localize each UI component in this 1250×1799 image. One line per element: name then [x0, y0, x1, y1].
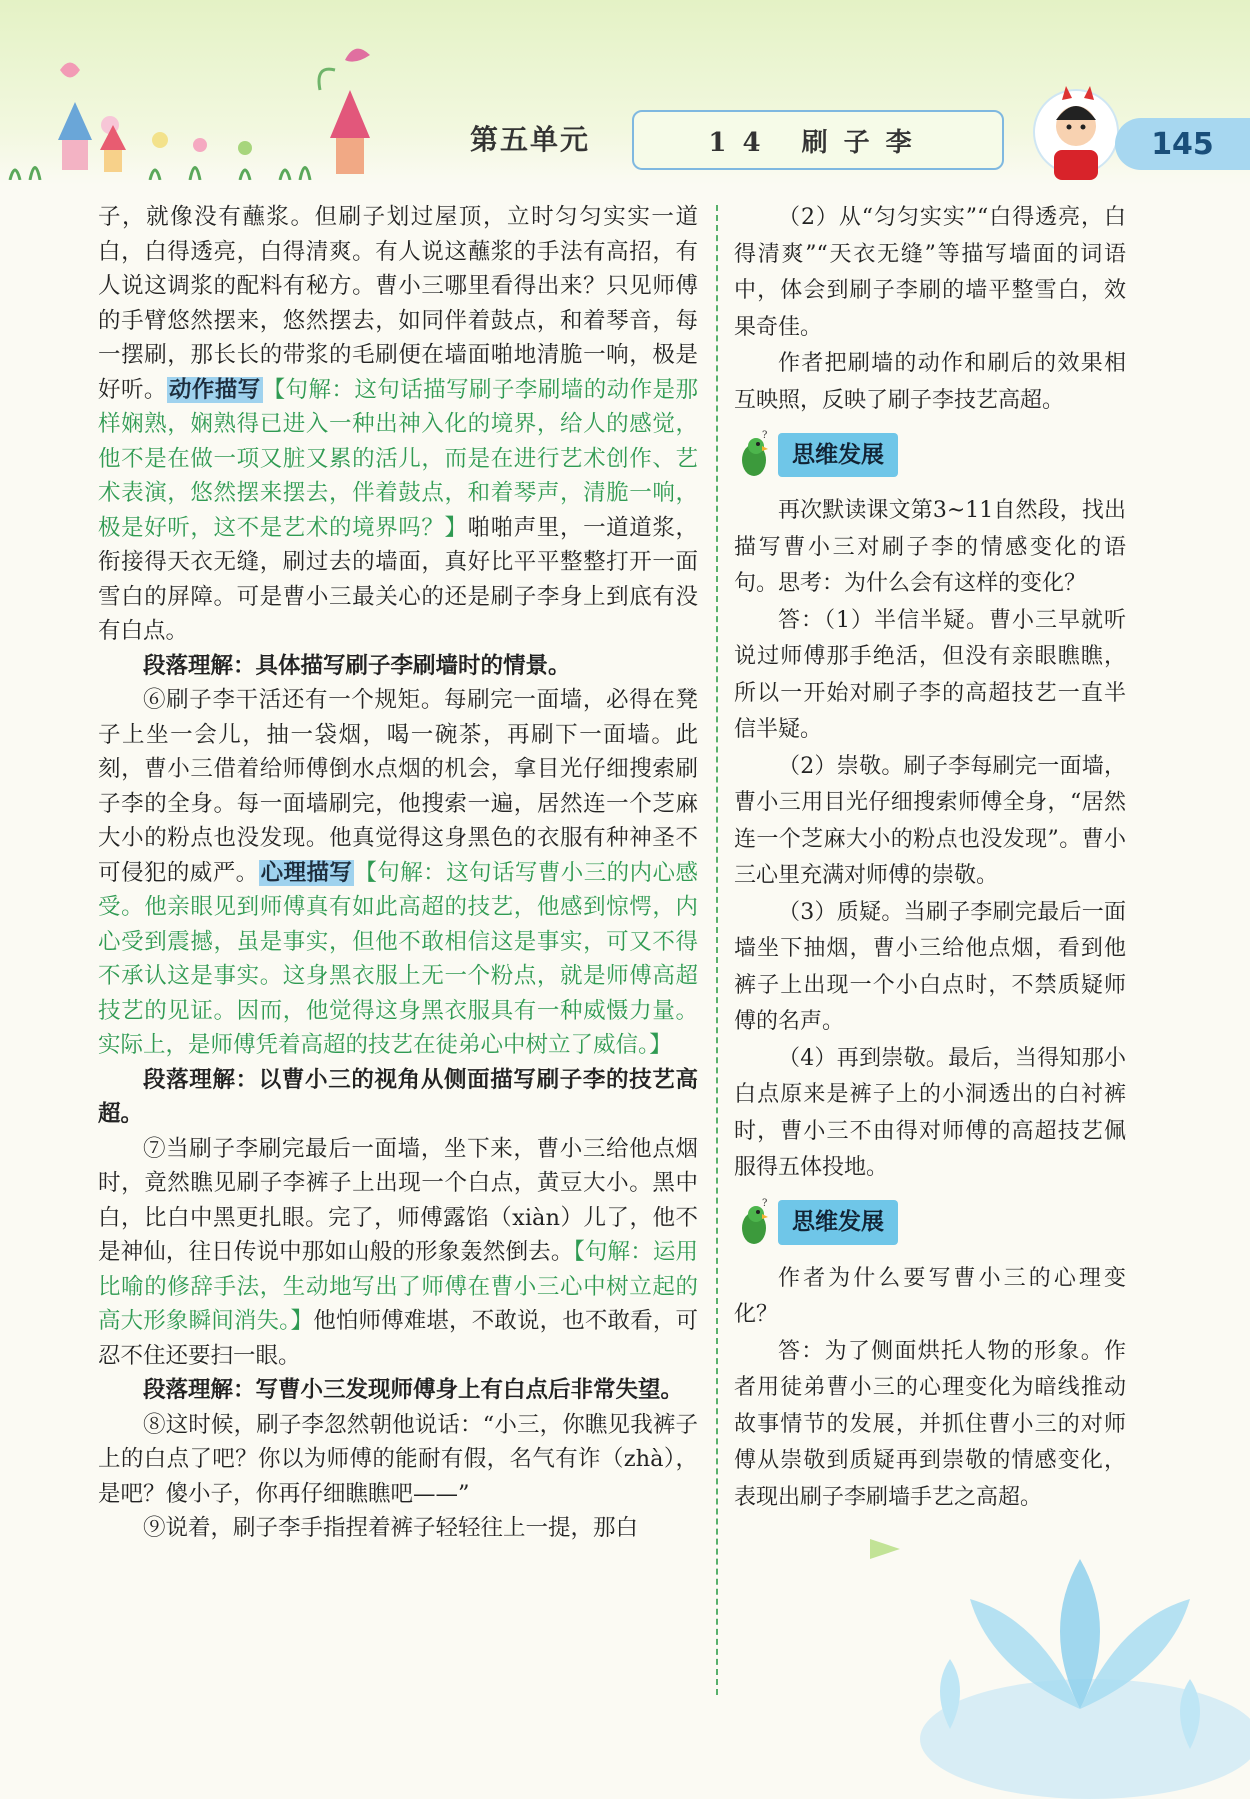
analysis-column — [734, 200, 1126, 1516]
answer-text: 答：为了侧面烘托人物的形象。作者用徒弟曹小三的心理变化为暗线推动故事情节的发展，并抓住曹小三的对师傅从崇敬到质疑再到崇敬的情感变化，表现出刷子李刷墙手艺之高超。 — [734, 1338, 1126, 1510]
garden-decoration — [0, 30, 420, 180]
sentence-note: 【句解：这句话描写刷子李刷墙的动作是那样娴熟，娴熟得已进入一种出神入化的境界，给人的感觉，他不是在做一项又脏又累的活儿，而是在进行艺术创作、艺术表演，悠然摆来摆去，伴着鼓点，和着琴声，清脆一响，极是好听，这不是艺术的境界吗？】 — [98, 376, 698, 541]
paragraph-text: 啪啪声里，一道道浆，衔接得天衣无缝，刷过去的墙面，真好比平平整整打开一面雪白的屏障。可是曹小三最关心的还是刷子李身上到底有没有白点。 — [98, 514, 698, 644]
text-paragraph: ⑨说着，刷子李手指捏着裤子轻轻往上一提，那白 — [143, 1515, 639, 1541]
paragraph-text: 他怕师傅难堪，不敢说，也不敢看，可忍不住还要扫一眼。 — [98, 1308, 698, 1369]
page-number: 145 — [1115, 118, 1250, 170]
cartoon-kid-icon — [1028, 80, 1124, 185]
answer-text: 答：（1）半信半疑。曹小三早就听说过师傅那手绝活，但没有亲眼瞧瞧，所以一开始对刷子李的高超技艺一直半信半疑。 — [734, 607, 1126, 742]
annotation-tag: 动作描写 — [168, 376, 261, 403]
answer-text: （3）质疑。当刷子李刷完最后一面墙坐下抽烟，曹小三给他点烟，看到他裤子上出现一个小白点时，不禁质疑师傅的名声。 — [734, 899, 1126, 1034]
parrot-icon — [734, 1198, 774, 1248]
lesson-title-banner: 14 刷子李 — [632, 110, 1004, 170]
analysis-paragraph: 作者把刷墙的动作和刷后的效果相互映照，反映了刷子李技艺高超。 — [734, 351, 1126, 413]
analysis-paragraph: （2）从“匀匀实实”“白得透亮，白得清爽”“天衣无缝”等描写墙面的词语中，体会到刷子李刷的墙平整雪白，效果奇佳。 — [734, 205, 1126, 340]
section-badge — [734, 429, 1126, 481]
unit-label: 第五单元 — [470, 123, 591, 156]
paragraph-text: ⑥刷子李干活还有一个规矩。每刷完一面墙，必得在凳子上坐一会儿，抽一袋烟，喝一碗茶，再刷下一面墙。此刻，曹小三借着给师傅倒水点烟的机会，拿目光仔细搜索刷子李的全身。每一面墙刷完，他搜索一遍，居然连一个芝麻大小的粉点也没发现。他真觉得这身黑色的衣服有种神圣不可侵犯的威严。 — [98, 687, 698, 886]
annotation-tag: 心理描写 — [260, 859, 353, 886]
text-paragraph — [98, 683, 698, 1063]
paragraph-text: 子，就像没有蘸浆。但刷子划过屋顶，立时匀匀实实一道白，白得透亮，白得清爽。有人说这蘸浆的手法有高招，有人说这调浆的配料有秘方。曹小三哪里看得出来？只见师傅的手臂悠然摆来，悠然摆去，如同伴着鼓点，和着琴音，每一摆刷，那长长的带浆的毛刷便在墙面啪地清脆一响，极是好听。 — [98, 204, 698, 403]
text-paragraph: ⑧这时候，刷子李忽然朝他说话：“小三，你瞧见我裤子上的白点了吧？你以为师傅的能耐有假，名气有诈（zhà），是吧？傻小子，你再仔细瞧瞧吧——” — [98, 1411, 698, 1507]
sentence-note: 【句解：这句话写曹小三的内心感受。他亲眼见到师傅真有如此高超的技艺，他感到惊愕，内心受到震撼，虽是事实，但他不敢相信这是事实，可又不得不承认这是事实。这身黑衣服上无一个粉点，就是师傅高超技艺的见证。因而，他觉得这身黑衣服具有一种威慑力量。实际上，是师傅凭着高超的技艺在徒弟心中树立了威信。】 — [98, 859, 698, 1058]
svg-text:?: ? — [762, 1197, 768, 1209]
grass-icon — [10, 168, 310, 181]
text-paragraph — [98, 200, 698, 649]
svg-text:?: ? — [762, 430, 768, 441]
lotus-decoration-icon — [830, 1479, 1250, 1799]
column-divider — [716, 205, 718, 1695]
sentence-note: 【句解：运用比喻的修辞手法，生动地写出了师傅在曹小三心中树立起的高大形象瞬间消失。】 — [98, 1239, 698, 1334]
paragraph-text: ⑦当刷子李刷完最后一面墙，坐下来，曹小三给他点烟时，竟然瞧见刷子李裤子上出现一个白点，黄豆大小。黑中白，比白中黑更扎眼。完了，师傅露馅（xiàn）儿了，他不是神仙，往日传说中那如山般的形象轰然倒去。 — [98, 1135, 698, 1265]
section-badge-label: 思维发展 — [778, 1200, 898, 1245]
paragraph-summary: 段落理解：以曹小三的视角从侧面描写刷子李的技艺高超。 — [98, 1066, 698, 1127]
answer-text: （4）再到崇敬。最后，当得知那小白点原来是裤子上的小洞透出的白衬裤时，曹小三不由得对师傅的高超技艺佩服得五体投地。 — [734, 1045, 1126, 1180]
paragraph-summary: 段落理解：写曹小三发现师傅身上有白点后非常失望。 — [143, 1377, 684, 1403]
answer-text: （2）崇敬。刷子李每刷完一面墙，曹小三用目光仔细搜索师傅全身，“居然连一个芝麻大小的粉点也没发现”。曹小三心里充满对师傅的崇敬。 — [734, 753, 1126, 888]
section-badge — [734, 1197, 1126, 1249]
page-header — [0, 0, 1250, 185]
question-text: 再次默读课文第3~11自然段，找出描写曹小三对刷子李的情感变化的语句。思考：为什么会有这样的变化？ — [734, 498, 1126, 596]
question-text: 作者为什么要写曹小三的心理变化？ — [734, 1265, 1126, 1327]
paragraph-summary: 段落理解：具体描写刷子李刷墙时的情景。 — [143, 652, 571, 679]
main-text-column — [98, 200, 698, 1546]
text-paragraph — [98, 1132, 698, 1374]
parrot-icon — [734, 430, 774, 480]
section-badge-label: 思维发展 — [778, 433, 898, 478]
